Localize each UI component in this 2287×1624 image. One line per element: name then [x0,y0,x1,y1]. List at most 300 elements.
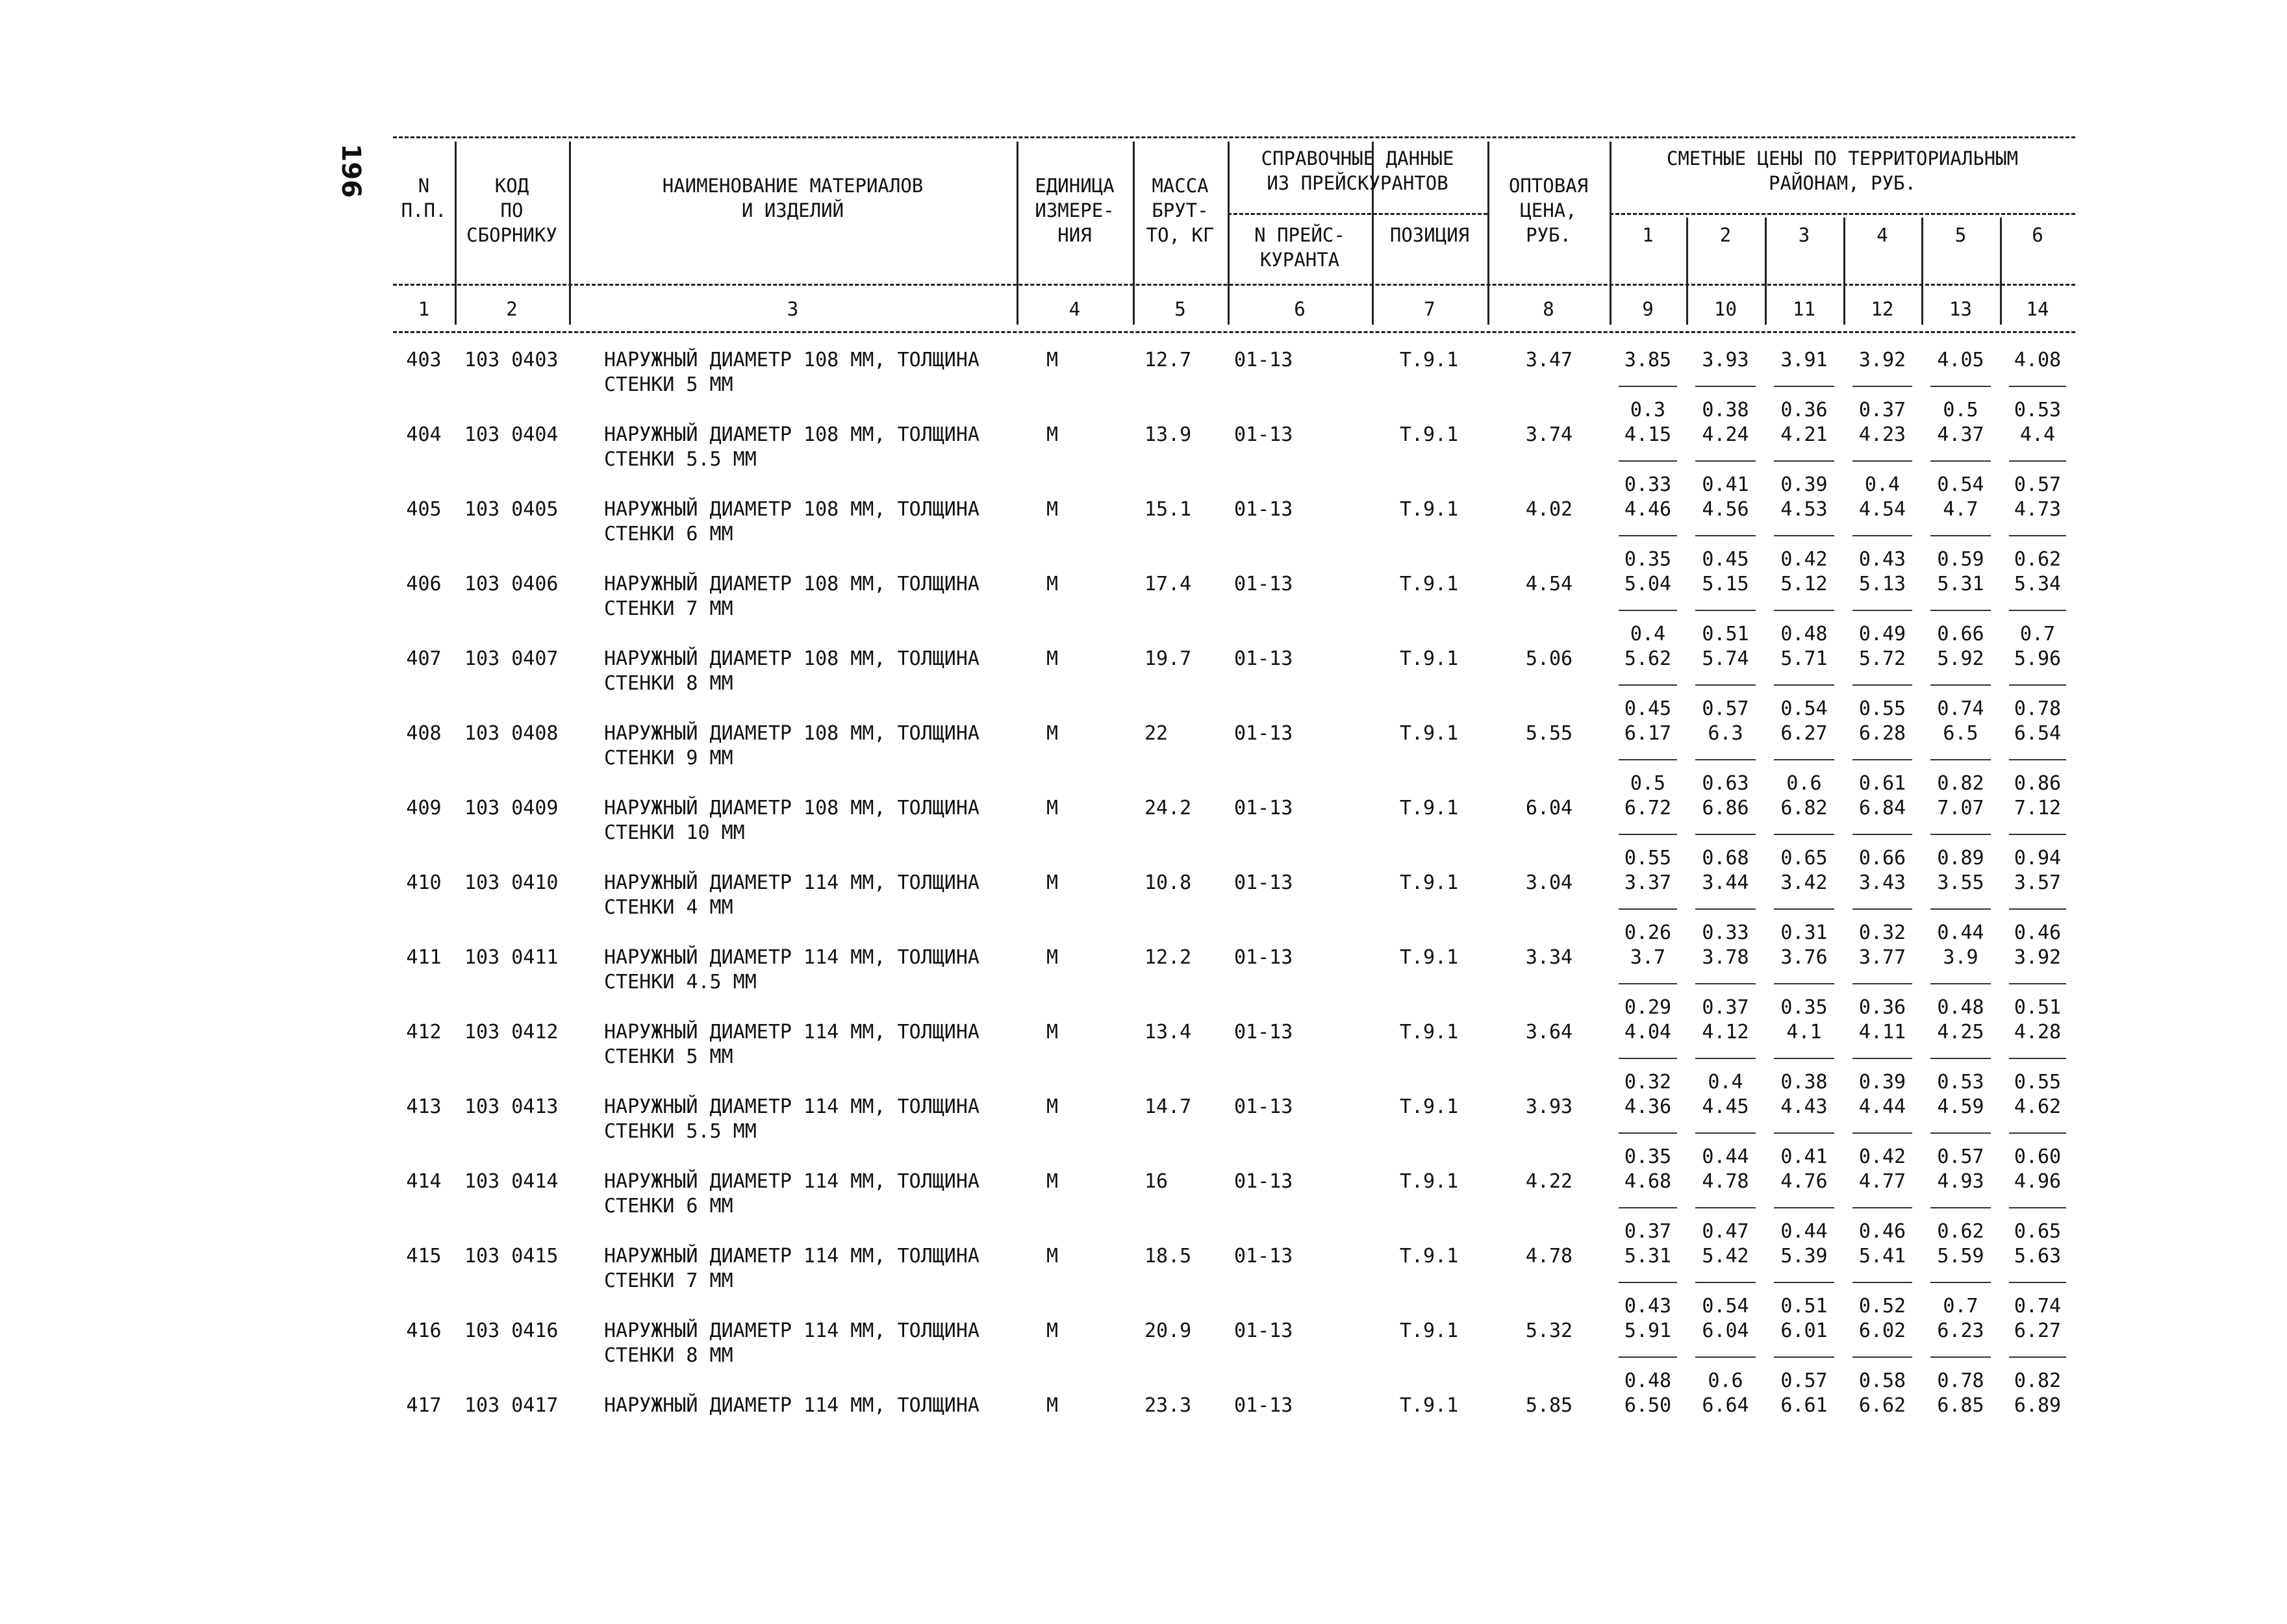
row-position: Т.9.1 [1399,498,1459,521]
row-pricelist: 01-13 [1234,423,1293,446]
region-price: 7.12 [2014,797,2062,819]
region-fraction: 0.6 [1708,1369,1743,1392]
region-fraction: 0.48 [1780,623,1828,645]
region-fraction: 0.57 [1702,697,1749,720]
region-group-rule [1610,213,2075,215]
fraction-bar [2009,834,2066,835]
row-price: 3.93 [1525,1095,1573,1118]
fraction-bar [1619,983,1677,984]
row-code: 103 0410 [464,871,559,894]
region-price: 3.76 [1780,946,1828,969]
fraction-bar [1852,1058,1912,1059]
fraction-bar [1930,610,1991,611]
header-mass: МАССА [1152,175,1209,197]
fraction-bar [1930,1058,1991,1059]
region-price: 6.27 [1780,722,1828,745]
region-fraction: 0.37 [1702,996,1749,1019]
fraction-bar [1619,1282,1677,1283]
row-number: 410 [406,871,442,894]
row-name: СТЕНКИ 6 ММ [604,1195,733,1218]
region-fraction: 0.7 [1943,1295,1978,1318]
region-fraction: 0.65 [2014,1220,2062,1243]
column-number: 13 [1949,298,1972,320]
fraction-bar [1619,908,1677,910]
row-pricelist: 01-13 [1234,573,1293,595]
row-position: Т.9.1 [1399,349,1459,371]
header-region-group: РАЙОНАМ, РУБ. [1769,172,1916,194]
region-fraction: 0.36 [1858,996,1906,1019]
fraction-bar [1930,834,1991,835]
header-unit: ИЗМЕРЕ- [1035,199,1115,221]
row-name: СТЕНКИ 6 ММ [604,523,733,545]
header-mid-rule [393,284,2075,286]
row-price: 5.85 [1525,1394,1573,1417]
row-name: НАРУЖНЫЙ ДИАМЕТР 108 ММ, ТОЛЩИНА [604,797,979,819]
region-fraction: 0.38 [1702,399,1749,421]
region-price: 5.96 [2014,647,2062,670]
region-fraction: 0.39 [1780,473,1828,496]
row-code: 103 0415 [464,1245,559,1268]
region-fraction: 0.82 [1937,772,1984,795]
region-price: 4.56 [1702,498,1749,521]
region-fraction: 0.37 [1624,1220,1672,1243]
fraction-bar [2009,1132,2066,1134]
row-position: Т.9.1 [1399,1170,1459,1193]
row-name: СТЕНКИ 5 ММ [604,373,733,396]
region-price: 5.59 [1937,1245,1984,1268]
row-number: 416 [406,1319,442,1342]
region-fraction: 0.32 [1624,1071,1672,1093]
column-number: 5 [1174,298,1186,320]
region-price: 4.23 [1858,423,1906,446]
region-fraction: 0.46 [1858,1220,1906,1243]
fraction-bar [1619,1058,1677,1059]
row-code: 103 0406 [464,573,559,595]
row-name: СТЕНКИ 4 ММ [604,896,733,919]
header-region-number: 1 [1642,224,1654,246]
region-price: 6.86 [1702,797,1749,819]
row-number: 409 [406,797,442,819]
region-price: 4.44 [1858,1095,1906,1118]
row-code: 103 0412 [464,1021,559,1043]
region-price: 4.36 [1624,1095,1672,1118]
region-fraction: 0.36 [1780,399,1828,421]
region-fraction: 0.48 [1624,1369,1672,1392]
row-name: СТЕНКИ 9 ММ [604,747,733,769]
region-fraction: 0.51 [1702,623,1749,645]
row-number: 404 [406,423,442,446]
region-price: 5.31 [1624,1245,1672,1268]
row-unit: М [1046,647,1059,670]
region-fraction: 0.52 [1858,1295,1906,1318]
region-price: 3.37 [1624,871,1672,894]
fraction-bar [1774,1132,1834,1134]
region-fraction: 0.55 [2014,1071,2062,1093]
row-name: СТЕНКИ 4.5 ММ [604,971,757,993]
header-mass: ТО, КГ [1146,224,1215,246]
region-fraction: 0.68 [1702,847,1749,869]
row-name: СТЕНКИ 7 ММ [604,597,733,620]
region-price: 6.61 [1780,1394,1828,1417]
region-price: 4.7 [1943,498,1978,521]
fraction-bar [2009,983,2066,984]
header-price: ЦЕНА, [1520,199,1577,221]
row-name: НАРУЖНЫЙ ДИАМЕТР 114 ММ, ТОЛЩИНА [604,1095,979,1118]
region-fraction: 0.65 [1780,847,1828,869]
region-fraction: 0.54 [1780,697,1828,720]
row-unit: М [1046,946,1059,969]
region-fraction: 0.44 [1780,1220,1828,1243]
region-fraction: 0.63 [1702,772,1749,795]
fraction-bar [1619,1356,1677,1358]
row-unit: М [1046,797,1059,819]
fraction-bar [1852,1207,1912,1208]
row-price: 5.32 [1525,1319,1573,1342]
row-unit: М [1046,1245,1059,1268]
row-code: 103 0404 [464,423,559,446]
fraction-bar [1619,610,1677,611]
fraction-bar [2009,759,2066,760]
region-fraction: 0.54 [1937,473,1984,496]
region-fraction: 0.74 [1937,697,1984,720]
row-mass: 12.7 [1144,349,1192,371]
region-fraction: 0.54 [1702,1295,1749,1318]
fraction-bar [2009,908,2066,910]
region-fraction: 0.61 [1858,772,1906,795]
region-price: 6.64 [1702,1394,1749,1417]
region-price: 3.44 [1702,871,1749,894]
row-code: 103 0413 [464,1095,559,1118]
region-fraction: 0.57 [1780,1369,1828,1392]
fraction-bar [2009,535,2066,536]
row-pricelist: 01-13 [1234,498,1293,521]
region-price: 4.43 [1780,1095,1828,1118]
row-price: 3.04 [1525,871,1573,894]
row-code: 103 0416 [464,1319,559,1342]
row-mass: 23.3 [1144,1394,1192,1417]
fraction-bar [2009,684,2066,686]
row-name: СТЕНКИ 5.5 ММ [604,448,757,471]
row-pricelist: 01-13 [1234,1394,1293,1417]
region-price: 4.28 [2014,1021,2062,1043]
row-price: 5.55 [1525,722,1573,745]
region-price: 4.62 [2014,1095,2062,1118]
row-pricelist: 01-13 [1234,722,1293,745]
region-price: 5.13 [1858,573,1906,595]
fraction-bar [1619,535,1677,536]
row-pricelist: 01-13 [1234,349,1293,371]
region-price: 5.72 [1858,647,1906,670]
fraction-bar [2009,1058,2066,1059]
column-number: 11 [1793,298,1815,320]
row-name: НАРУЖНЫЙ ДИАМЕТР 114 ММ, ТОЛЩИНА [604,1170,979,1193]
region-fraction: 0.33 [1702,921,1749,944]
region-price: 4.73 [2014,498,2062,521]
region-fraction: 0.86 [2014,772,2062,795]
row-price: 5.06 [1525,647,1573,670]
region-fraction: 0.55 [1624,847,1672,869]
fraction-bar [1774,1282,1834,1283]
region-fraction: 0.5 [1630,772,1666,795]
region-price: 5.34 [2014,573,2062,595]
fraction-bar [1774,908,1834,910]
fraction-bar [1930,460,1991,462]
region-fraction: 0.60 [2014,1145,2062,1168]
region-price: 4.77 [1858,1170,1906,1193]
region-price: 4.45 [1702,1095,1749,1118]
region-fraction: 0.47 [1702,1220,1749,1243]
row-name: СТЕНКИ 5.5 ММ [604,1120,757,1143]
row-name: СТЕНКИ 7 ММ [604,1269,733,1292]
row-unit: М [1046,1095,1059,1118]
row-name: НАРУЖНЫЙ ДИАМЕТР 108 ММ, ТОЛЩИНА [604,573,979,595]
row-unit: М [1046,871,1059,894]
region-price: 3.9 [1943,946,1978,969]
row-code: 103 0409 [464,797,559,819]
row-pricelist: 01-13 [1234,647,1293,670]
row-unit: М [1046,1319,1059,1342]
fraction-bar [2009,610,2066,611]
header-bottom-rule [393,331,2075,333]
row-position: Т.9.1 [1399,573,1459,595]
header-code: СБОРНИКУ [466,224,557,246]
region-price: 5.92 [1937,647,1984,670]
row-mass: 18.5 [1144,1245,1192,1268]
column-number: 2 [506,298,518,320]
region-fraction: 0.35 [1624,1145,1672,1168]
region-fraction: 0.44 [1937,921,1984,944]
region-price: 3.78 [1702,946,1749,969]
region-fraction: 0.66 [1937,623,1984,645]
region-fraction: 0.51 [2014,996,2062,1019]
fraction-bar [1619,759,1677,760]
fraction-bar [2009,386,2066,387]
row-name: НАРУЖНЫЙ ДИАМЕТР 114 ММ, ТОЛЩИНА [604,1394,979,1417]
region-price: 5.62 [1624,647,1672,670]
region-fraction: 0.38 [1780,1071,1828,1093]
region-price: 6.04 [1702,1319,1749,1342]
header-mass: БРУТ- [1152,199,1209,221]
region-fraction: 0.33 [1624,473,1672,496]
header-top-rule [393,136,2075,138]
region-price: 4.12 [1702,1021,1749,1043]
region-fraction: 0.49 [1858,623,1906,645]
row-name: НАРУЖНЫЙ ДИАМЕТР 108 ММ, ТОЛЩИНА [604,423,979,446]
row-mass: 15.1 [1144,498,1192,521]
region-fraction: 0.37 [1858,399,1906,421]
region-price: 7.07 [1937,797,1984,819]
region-fraction: 0.26 [1624,921,1672,944]
row-price: 4.54 [1525,573,1573,595]
header-code: КОД [494,175,529,197]
region-price: 4.04 [1624,1021,1672,1043]
region-price: 6.3 [1708,722,1743,745]
fraction-bar [1695,1058,1756,1059]
fraction-bar [1774,834,1834,835]
region-price: 4.93 [1937,1170,1984,1193]
region-price: 5.41 [1858,1245,1906,1268]
row-mass: 10.8 [1144,871,1192,894]
region-price: 4.59 [1937,1095,1984,1118]
fraction-bar [1774,684,1834,686]
region-price: 4.08 [2014,349,2062,371]
row-name: СТЕНКИ 10 ММ [604,821,745,844]
fraction-bar [1774,759,1834,760]
row-position: Т.9.1 [1399,797,1459,819]
fraction-bar [1852,834,1912,835]
region-price: 3.42 [1780,871,1828,894]
fraction-bar [1695,386,1756,387]
region-fraction: 0.41 [1702,473,1749,496]
region-price: 5.42 [1702,1245,1749,1268]
row-code: 103 0411 [464,946,559,969]
region-price: 5.91 [1624,1319,1672,1342]
region-price: 6.89 [2014,1394,2062,1417]
row-mass: 17.4 [1144,573,1192,595]
row-number: 414 [406,1170,442,1193]
fraction-bar [1774,386,1834,387]
fraction-bar [1774,1356,1834,1358]
fraction-bar [1619,1132,1677,1134]
fraction-bar [1695,535,1756,536]
fraction-bar [1852,610,1912,611]
row-price: 3.47 [1525,349,1573,371]
header-unit: ЕДИНИЦА [1035,175,1115,197]
row-mass: 12.2 [1144,946,1192,969]
header-position: ПОЗИЦИЯ [1389,224,1470,246]
row-mass: 13.4 [1144,1021,1192,1043]
region-price: 4.25 [1937,1021,1984,1043]
row-number: 413 [406,1095,442,1118]
fraction-bar [1852,386,1912,387]
fraction-bar [1930,1207,1991,1208]
region-fraction: 0.78 [1937,1369,1984,1392]
fraction-bar [1930,1132,1991,1134]
region-price: 6.23 [1937,1319,1984,1342]
header-npp: П.П. [401,199,447,221]
column-number: 12 [1871,298,1894,320]
region-price: 5.71 [1780,647,1828,670]
region-fraction: 0.51 [1780,1295,1828,1318]
region-fraction: 0.31 [1780,921,1828,944]
row-number: 407 [406,647,442,670]
region-price: 6.01 [1780,1319,1828,1342]
row-pricelist: 01-13 [1234,1021,1293,1043]
region-price: 3.57 [2014,871,2062,894]
region-price: 6.82 [1780,797,1828,819]
header-region-number: 4 [1876,224,1888,246]
column-number: 8 [1543,298,1554,320]
fraction-bar [1695,983,1756,984]
row-position: Т.9.1 [1399,1394,1459,1417]
row-number: 417 [406,1394,442,1417]
region-price: 5.74 [1702,647,1749,670]
fraction-bar [1930,535,1991,536]
region-fraction: 0.46 [2014,921,2062,944]
column-number: 4 [1068,298,1081,320]
header-region-number: 6 [2032,224,2043,246]
row-pricelist: 01-13 [1234,1095,1293,1118]
row-mass: 20.9 [1144,1319,1192,1342]
region-price: 4.21 [1780,423,1828,446]
header-code: ПО [500,199,524,221]
row-pricelist: 01-13 [1234,946,1293,969]
fraction-bar [1774,460,1834,462]
row-unit: М [1046,349,1059,371]
header-pricelist: КУРАНТА [1259,249,1340,271]
region-price: 4.37 [1937,423,1984,446]
header-reference-group: СПРАВОЧНЫЕ ДАННЫЕ [1261,147,1454,169]
column-number: 7 [1424,298,1435,320]
row-mass: 24.2 [1144,797,1192,819]
row-unit: М [1046,1170,1059,1193]
fraction-bar [1930,908,1991,910]
fraction-bar [1695,759,1756,760]
header-region-number: 2 [1719,224,1732,246]
region-price: 6.50 [1624,1394,1672,1417]
fraction-bar [1695,1356,1756,1358]
region-price: 4.05 [1937,349,1984,371]
row-number: 405 [406,498,442,521]
fraction-bar [1852,1282,1912,1283]
row-pricelist: 01-13 [1234,871,1293,894]
row-price: 3.64 [1525,1021,1573,1043]
header-region-group: СМЕТНЫЕ ЦЕНЫ ПО ТЕРРИТОРИАЛЬНЫМ [1666,147,2019,169]
row-name: НАРУЖНЫЙ ДИАМЕТР 114 ММ, ТОЛЩИНА [604,871,979,894]
row-mass: 19.7 [1144,647,1192,670]
region-fraction: 0.4 [1708,1071,1743,1093]
fraction-bar [2009,1282,2066,1283]
region-price: 5.63 [2014,1245,2062,1268]
region-fraction: 0.42 [1858,1145,1906,1168]
row-name: СТЕНКИ 8 ММ [604,1344,733,1367]
region-price: 6.27 [2014,1319,2062,1342]
column-number: 14 [2026,298,2049,320]
header-name: И ИЗДЕЛИЙ [741,199,844,221]
region-fraction: 0.3 [1630,399,1666,421]
header-price: ОПТОВАЯ [1508,175,1589,197]
row-mass: 14.7 [1144,1095,1192,1118]
region-fraction: 0.35 [1780,996,1828,1019]
header-region-number: 5 [1954,224,1967,246]
fraction-bar [1774,1058,1834,1059]
region-price: 6.17 [1624,722,1672,745]
region-price: 6.72 [1624,797,1672,819]
row-name: НАРУЖНЫЙ ДИАМЕТР 114 ММ, ТОЛЩИНА [604,1319,979,1342]
header-reference-group: ИЗ ПРЕЙСКУРАНТОВ [1267,172,1448,194]
region-price: 5.12 [1780,573,1828,595]
fraction-bar [2009,460,2066,462]
region-price: 4.1 [1786,1021,1822,1043]
region-price: 6.02 [1858,1319,1906,1342]
fraction-bar [1930,759,1991,760]
region-price: 3.7 [1630,946,1666,969]
region-price: 6.62 [1858,1394,1906,1417]
row-position: Т.9.1 [1399,946,1459,969]
fraction-bar [1695,610,1756,611]
fraction-bar [1852,1356,1912,1358]
region-fraction: 0.55 [1858,697,1906,720]
region-price: 3.92 [2014,946,2062,969]
region-price: 3.92 [1858,349,1906,371]
row-unit: М [1046,1021,1059,1043]
page-number: 196 [335,144,366,198]
fraction-bar [1852,759,1912,760]
region-price: 4.53 [1780,498,1828,521]
region-price: 4.76 [1780,1170,1828,1193]
row-price: 4.02 [1525,498,1573,521]
row-unit: М [1046,423,1059,446]
